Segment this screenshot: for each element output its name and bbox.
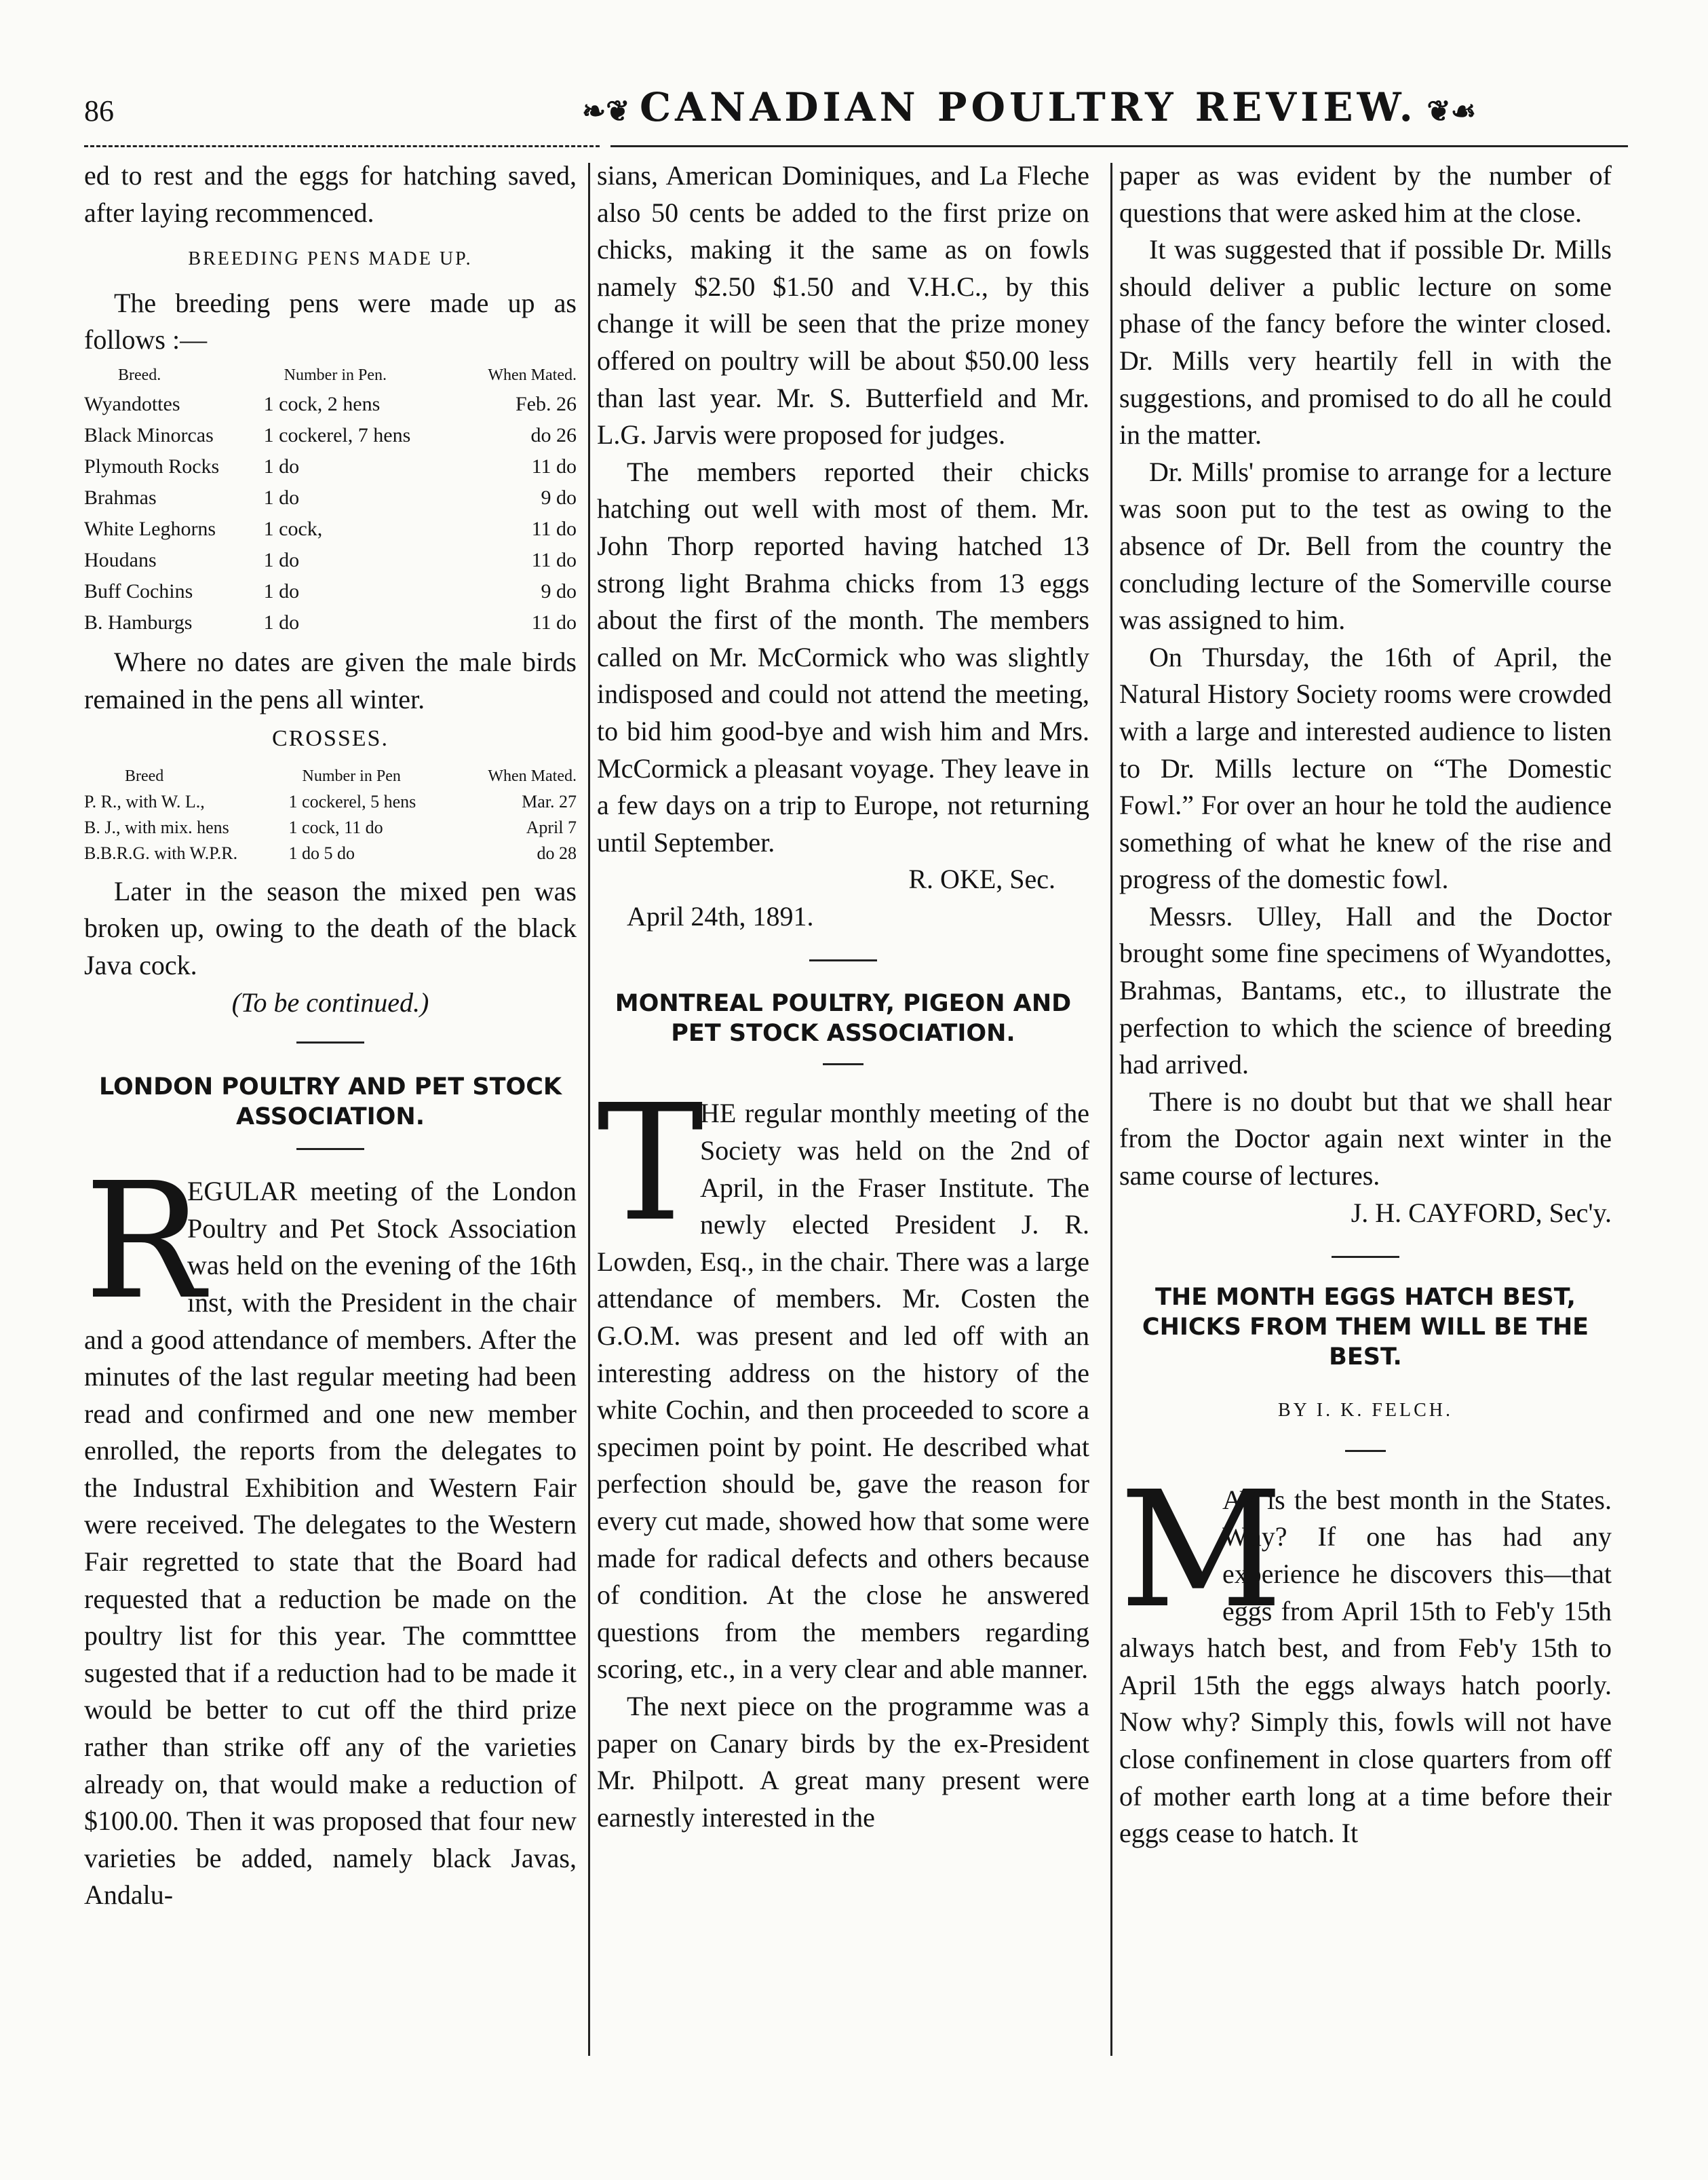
table-cell: Brahmas	[84, 486, 157, 509]
table-cell: do 28	[537, 843, 577, 863]
table-cell: April 7	[526, 817, 577, 837]
left-ornament-icon: ❧❦	[582, 94, 640, 128]
table-cell: White Leghorns	[84, 517, 216, 540]
page-number: 86	[84, 94, 114, 128]
paragraph: The next piece on the programme was a paper on Canary birds by the ex-President Mr. Philpott. A great many present were earnestly interested in the	[597, 1690, 1089, 1833]
column-divider-right	[1110, 163, 1112, 2056]
table-row	[84, 607, 577, 638]
paragraph: The members reported their chicks hatching out well with most of them. Mr. John Thorp reported having hatched 13 strong light Brahma chicks from 13 eggs about the first of the month. The members called on Mr. McCormick who was slightly indisposed and could not attend the meeting, to bid him good-bye and wish him and Mrs. McCormick a pleasant voyage. They leave in a few days on a trip to Europe, not returning until September.	[597, 456, 1089, 858]
date-line: April 24th, 1891.	[627, 900, 814, 932]
paragraph: sians, American Dominiques, and La Fleche also 50 cents be added to the first prize on chicks, making it the same as on fowls namely $2.50 $1.50 and V.H.C., by this change it will be seen that the prize money offered on poultry will be about $50.00 less than last year. Mr. S. Butterfield and Mr. L.G. Jarvis were proposed for judges.	[597, 160, 1089, 451]
heading-month-eggs: THE MONTH EGGS HATCH BEST, CHICKS FROM THEM WILL BE THE BEST.	[1142, 1284, 1589, 1371]
table-cell: 1 do	[263, 486, 300, 509]
table-cell: 1 do	[263, 455, 300, 478]
table-cell: Plymouth Rocks	[84, 455, 220, 478]
column-2	[597, 157, 1089, 2064]
table-row	[84, 389, 577, 420]
paragraph-text: EGULAR meeting of the London Poultry and Pet Stock Association was held on the evening of the 16th inst, with the President in the chair and a good attendance of members. After the minutes of the last regular meeting had been read and confirmed and one new member enrolled, the reports from the delegates to the Industral Exhibition and Western Fair were received. The delegates to the Western Fair regretted to state that the Board had requested that a reduction be made on the poultry list for this year. The commtttee sugested that if a reduction had to be made it would be better to cut off the third prize rather than strike off any of the varieties already on, that would make a reduction of $100.00. Then it was proposed that four new varieties be added, namely black Javas, Andalu-	[84, 1176, 577, 1911]
section-rule	[1332, 1256, 1399, 1258]
column-header: Breed	[125, 767, 164, 785]
table-row	[84, 789, 577, 815]
table-cell: do 26	[530, 423, 577, 446]
paragraph: Where no dates are given the male birds remained in the pens all winter.	[84, 646, 577, 714]
table-cell: 1 cockerel, 5 hens	[288, 791, 416, 811]
table-cell: 1 cockerel, 7 hens	[263, 423, 411, 446]
table-cell: Wyandottes	[84, 392, 180, 415]
subheading-crosses: CROSSES.	[272, 726, 389, 752]
heading-london-association: LONDON POULTRY AND PET STOCK ASSOCIATION.	[98, 1073, 562, 1131]
table-row	[84, 545, 577, 576]
to-be-continued: (To be continued.)	[231, 987, 429, 1018]
table-cell: 11 do	[531, 611, 577, 634]
dropcap-m: M	[1119, 1456, 1283, 1643]
section-rule	[1345, 1450, 1386, 1452]
column-3	[1119, 157, 1612, 2064]
table-cell: 11 do	[531, 548, 577, 571]
table-cell: Black Minorcas	[84, 423, 214, 446]
paragraph: Messrs. Ulley, Hall and the Doctor brought some fine specimens of Wyandottes, Brahmas, Bantams, etc., to illustrate the perfection to which the science of breeding had arrived.	[1119, 900, 1612, 1080]
masthead	[582, 84, 1476, 130]
table-cell: B. J., with mix. hens	[84, 817, 229, 837]
subheading-breeding-pens: BREEDING PENS MADE UP.	[188, 248, 473, 270]
table-header-row	[84, 763, 577, 789]
paragraph: Later in the season the mixed pen was broken up, owing to the death of the black Java cock.	[84, 875, 577, 980]
paragraph: There is no doubt but that we shall hear from the Doctor again next winter in the same course of lectures.	[1119, 1086, 1612, 1191]
header-rule	[610, 145, 1628, 147]
table-cell: Buff Cochins	[84, 579, 193, 603]
byline: BY I. K. FELCH.	[1277, 1400, 1454, 1421]
table-cell: 1 do	[263, 611, 300, 634]
table-row	[84, 815, 577, 841]
paragraph: Dr. Mills' promise to arrange for a lecture was soon put to the test as owing to the absence of Dr. Bell from the country the concluding lecture of the Somerville course was assigned to him.	[1119, 456, 1612, 636]
header-rule-dashed	[84, 145, 600, 147]
section-rule	[823, 1063, 863, 1065]
table-header-row	[84, 362, 577, 389]
breeding-pens-table	[84, 362, 577, 638]
paragraph-text: HE regular monthly meeting of the Society was held on the 2nd of April, in the Fraser Institute. The newly elected President J. R. Lowden, Esq., in the chair. There was a large attendance of members. Mr. Costen the G.O.M. was present and led off with an interesting address on the history of the white Cochin, and then proceeded to score a specimen point by point. He described what perfection should be, gave the reason for every cut made, showed how that some were made for radical defects and others because of condition. At the close he answered questions from the members regarding scoring, etc., in a very clear and able manner.	[597, 1098, 1089, 1685]
table-row	[84, 841, 577, 866]
dropcap-t: T	[597, 1070, 704, 1257]
section-rule	[296, 1041, 364, 1044]
table-cell: B. Hamburgs	[84, 611, 193, 634]
column-header: When Mated.	[488, 366, 577, 384]
column-header: Number in Pen	[302, 767, 401, 785]
column-header: When Mated.	[488, 767, 577, 785]
table-cell: 1 cock,	[263, 517, 323, 540]
masthead-title: CANADIAN POULTRY REVIEW.	[640, 84, 1417, 130]
column-header: Number in Pen.	[284, 366, 387, 384]
crosses-table	[84, 763, 577, 866]
dropcap-r: R	[84, 1148, 205, 1335]
paragraph-with-dropcap	[597, 1070, 1089, 1688]
column-divider-left	[588, 163, 590, 2056]
table-row	[84, 576, 577, 607]
paragraph: paper as was evident by the number of questions that were asked him at the close.	[1119, 160, 1612, 228]
signature-oke: R. OKE, Sec.	[908, 864, 1055, 895]
paragraph: It was suggested that if possible Dr. Mills should deliver a public lecture on some phase of the fancy before the winter closed. Dr. Mills very heartily fell in with the suggestions, and promised to do all he could in the matter.	[1119, 234, 1612, 451]
table-cell: 1 do	[263, 579, 300, 603]
paragraph: ed to rest and the eggs for hatching saved, after laying recommenced.	[84, 160, 577, 228]
paragraph-with-dropcap	[1119, 1456, 1612, 1852]
table-row	[84, 482, 577, 514]
table-cell: B.B.R.G. with W.P.R.	[84, 843, 238, 863]
table-cell: 11 do	[531, 517, 577, 540]
table-cell: 11 do	[531, 455, 577, 478]
column-header: Breed.	[118, 366, 161, 384]
section-rule	[809, 959, 877, 961]
table-row	[84, 514, 577, 545]
signature-cayford: J. H. CAYFORD, Sec'y.	[1351, 1197, 1612, 1228]
table-cell: P. R., with W. L.,	[84, 791, 205, 811]
right-ornament-icon: ❦☙	[1416, 94, 1477, 128]
paragraph-with-dropcap	[84, 1148, 577, 1914]
paragraph: The breeding pens were made up as follows :—	[84, 287, 577, 356]
page-header	[0, 0, 1708, 156]
table-cell: 1 cock, 2 hens	[263, 392, 381, 415]
column-1	[84, 157, 577, 2064]
section-rule	[296, 1148, 364, 1150]
table-cell: 1 do 5 do	[288, 843, 355, 863]
table-cell: 9 do	[541, 579, 577, 603]
table-row	[84, 420, 577, 451]
table-cell: Houdans	[84, 548, 157, 571]
paragraph-text: AY is the best month in the States. Why? If one has had any experience he discovers this—that eggs from April 15th to Feb'y 15th always hatch best, and from Feb'y 15th to April 15th the eggs always hatch poorly. Now why? Simply this, fowls will not have close confinement in close quarters from off of mother earth long at a time before their eggs cease to hatch. It	[1119, 1484, 1612, 1849]
table-row	[84, 451, 577, 482]
paragraph: On Thursday, the 16th of April, the Natural History Society rooms were crowded with a large and interested audience to listen to Dr. Mills lecture on “The Domestic Fowl.” For over an hour he told the audience something of what he knew of the rise and progress of the domestic fowl.	[1119, 641, 1612, 895]
table-cell: Mar. 27	[522, 791, 577, 811]
heading-montreal-association: MONTREAL POULTRY, PIGEON AND PET STOCK ASSOCIATION.	[615, 990, 1072, 1048]
table-cell: 1 cock, 11 do	[288, 817, 383, 837]
table-cell: 9 do	[541, 486, 577, 509]
table-cell: 1 do	[263, 548, 300, 571]
table-cell: Feb. 26	[516, 392, 577, 415]
